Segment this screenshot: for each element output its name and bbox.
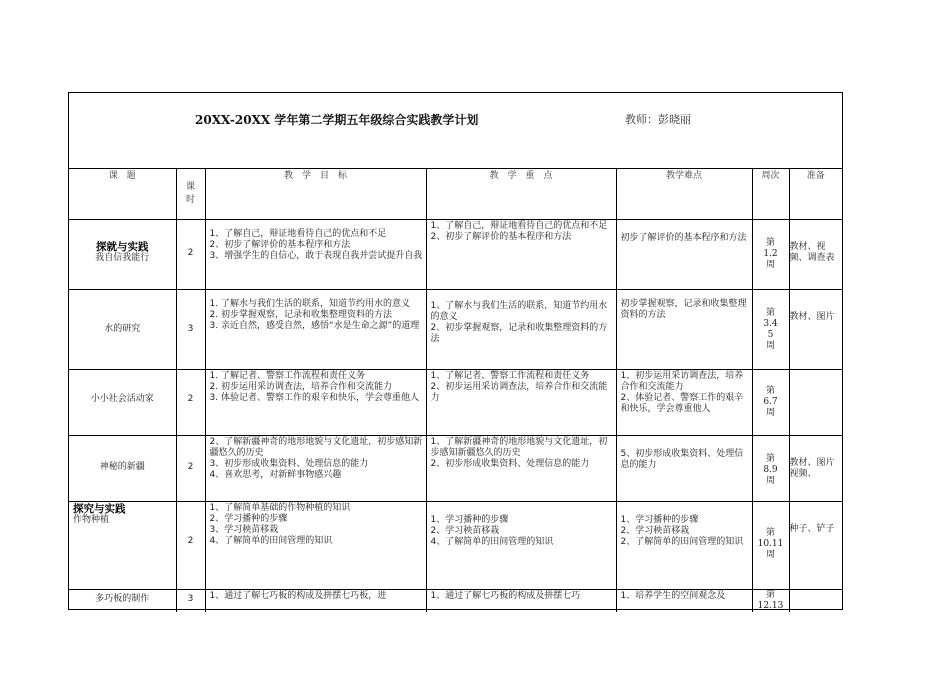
cell-week: 第 6.7 周 <box>752 369 789 435</box>
key-point-list <box>427 300 616 345</box>
goal-list-item: 4、喜欢思考，对新鲜事物感兴趣 <box>209 469 342 480</box>
key-point-list-item: 1、了解自己，辩证地看待自己的优点和不足 <box>430 220 608 231</box>
cell-goals <box>205 501 426 589</box>
key-point-list-item: 2、初步了解评价的基本程序和方法 <box>430 231 572 242</box>
key-point-list-item: 1、了解水与我们生活的联系，知道节约用水的意义 <box>430 300 608 322</box>
difficulty-list-item: 1、初步运用采访调查法，培养合作和交流能力 <box>620 370 744 392</box>
course-name: 我自信我能行 <box>95 252 150 263</box>
course-name: 水的研究 <box>104 323 141 334</box>
cell-key-points <box>426 501 616 589</box>
header-hours <box>176 169 205 219</box>
header-goals: 教 学 目 标 <box>205 169 426 219</box>
key-point-list-item: 1、学习播种的步骤 <box>430 514 509 525</box>
key-point-list-item: 1、通过了解七巧板的构成及拼摆七巧 <box>430 590 581 601</box>
cell-hours: 2 <box>176 219 205 289</box>
cell-prep <box>789 369 842 435</box>
goal-list-item: 1、通过了解七巧板的构成及拼摆七巧板，进 <box>209 590 387 601</box>
goal-list-item: 2、了解新疆神奇的地形地貌与文化遗址，初步感知新疆悠久的历史 <box>209 436 423 458</box>
cell-difficulties <box>616 369 752 435</box>
cell-prep: 种子、铲子 <box>789 501 842 589</box>
difficulty-list <box>617 590 752 602</box>
header-week: 周次 <box>752 169 789 219</box>
goal-list-item: 1. 了解记者、警察工作流程和责任义务 <box>209 370 365 381</box>
goal-list-item: 3、增强学生的自信心，敢于表现自我并尝试提升自我 <box>209 250 423 261</box>
key-point-list-item: 2、初步掌握观察，记录和收集整理资料的方法 <box>430 322 608 344</box>
goal-list <box>206 370 426 404</box>
cell-key-points <box>426 219 616 289</box>
goal-list-item: 2、学习播种的步骤 <box>209 513 288 524</box>
cell-course <box>69 289 176 369</box>
key-point-list-item: 2、学习秧苗移栽 <box>430 525 500 536</box>
difficulty-list-item: 1、培养学生的空间观念及 <box>620 590 726 601</box>
key-point-list-item: 1、了解新疆神奇的地形地貌与文化遗址，初步感知新疆悠久的历史 <box>430 436 608 458</box>
cell-difficulties <box>616 435 752 501</box>
difficulty-list <box>617 298 752 321</box>
key-point-list-item: 2、初步运用采访调查法，培养合作和交流能力 <box>430 381 608 403</box>
cell-key-points <box>426 435 616 501</box>
cell-goals <box>205 219 426 289</box>
cell-hours: 2 <box>176 501 205 589</box>
difficulty-list-item: 初步掌握观察，记录和收集整理资料的方法 <box>620 298 747 320</box>
cell-week: 第 3.4 5 周 <box>752 289 789 369</box>
header-key-points: 教 学 重 点 <box>426 169 616 219</box>
cell-week: 第 10.11 周 <box>752 501 789 589</box>
cell-course <box>69 369 176 435</box>
table-row <box>69 289 842 369</box>
course-name: 多巧板的制作 <box>95 593 150 604</box>
cell-difficulties <box>616 289 752 369</box>
table-row <box>69 369 842 435</box>
cell-course <box>69 589 176 612</box>
difficulty-list-item: 2、学习秧苗移栽 <box>620 525 690 536</box>
table-row <box>69 435 842 501</box>
course-name: 作物种植 <box>73 514 110 525</box>
cell-prep <box>789 589 842 612</box>
goal-list-item: 1、了解自己，辩证地看待自己的优点和不足 <box>209 228 387 239</box>
cell-goals <box>205 435 426 501</box>
goal-list-item: 2、初步了解评价的基本程序和方法 <box>209 239 351 250</box>
cell-key-points <box>426 369 616 435</box>
goal-list <box>206 590 426 602</box>
key-point-list-item: 4、了解简单的田间管理的知识 <box>430 536 554 547</box>
header-hours-text: 课 时 <box>185 182 195 205</box>
course-name: 神秘的新疆 <box>99 461 145 472</box>
cell-week: 第 12.13 <box>752 589 789 612</box>
cell-week: 第 1.2 周 <box>752 219 789 289</box>
cell-key-points <box>426 289 616 369</box>
teacher-name: 教师：彭晓丽 <box>625 113 691 126</box>
plan-table <box>69 169 842 612</box>
header-prep: 准备 <box>789 169 842 219</box>
difficulty-list-item: 2、了解简单的田间管理的知识 <box>620 536 744 547</box>
goal-list <box>206 298 426 332</box>
cell-goals <box>205 369 426 435</box>
difficulty-list <box>617 448 752 471</box>
header-difficulties: 教学难点 <box>616 169 752 219</box>
page-title: 20XX-20XX 学年第二学期五年级综合实践教学计划 <box>195 113 479 127</box>
difficulty-list-item: 1、学习播种的步骤 <box>620 514 699 525</box>
table-row <box>69 219 842 289</box>
goal-list <box>206 228 426 262</box>
goal-list-item: 1、了解简单基础的作物种植的知识 <box>209 502 351 513</box>
cell-difficulties <box>616 219 752 289</box>
cell-week: 第 8.9 周 <box>752 435 789 501</box>
key-point-list-item: 2、初步形成收集资料、处理信息的能力 <box>430 458 590 469</box>
cell-prep: 教材、图片 <box>789 289 842 369</box>
goal-list-item: 3. 亲近自然，感受自然，感悟“水是生命之源”的道理 <box>209 320 420 331</box>
cell-course <box>69 219 176 289</box>
key-point-list <box>427 370 616 404</box>
difficulty-list <box>617 232 752 244</box>
goal-list-item: 2. 初步运用采访调查法，培养合作和交流能力 <box>209 381 392 392</box>
goal-list-item: 2. 初步掌握观察，记录和收集整理资料的方法 <box>209 309 392 320</box>
difficulty-list-item: 2、体验记者、警察工作的艰辛和快乐，学会尊重他人 <box>620 392 744 414</box>
cell-hours: 2 <box>176 435 205 501</box>
plan-frame <box>68 92 843 610</box>
key-point-list <box>427 590 616 602</box>
goal-list-item: 1. 了解水与我们生活的联系，知道节约用水的意义 <box>209 298 410 309</box>
cell-prep: 教材、图片 视频、 <box>789 435 842 501</box>
difficulty-list <box>617 514 752 548</box>
key-point-list <box>427 220 616 243</box>
key-point-list <box>427 436 616 470</box>
table-header-row <box>69 169 842 219</box>
title-area <box>69 93 842 169</box>
cell-difficulties <box>616 501 752 589</box>
goal-list-item: 3、学习秧苗移栽 <box>209 524 279 535</box>
goal-list <box>206 502 426 547</box>
cell-goals <box>205 289 426 369</box>
table-row <box>69 501 842 589</box>
difficulty-list-item: 5、初步形成收集资料、处理信息的能力 <box>620 448 744 470</box>
course-name: 小小社会活动家 <box>90 393 154 404</box>
cell-difficulties <box>616 589 752 612</box>
cell-key-points <box>426 589 616 612</box>
section-label: 探究与实践 <box>73 502 126 515</box>
cell-hours: 2 <box>176 369 205 435</box>
goal-list-item: 3. 体验记者、警察工作的艰辛和快乐，学会尊重他人 <box>209 392 419 403</box>
key-point-list-item: 1、了解记者、警察工作流程和责任义务 <box>430 370 590 381</box>
cell-goals <box>205 589 426 612</box>
key-point-list <box>427 514 616 548</box>
cell-hours: 3 <box>176 589 205 612</box>
goal-list-item: 4、了解简单的田间管理的知识 <box>209 535 333 546</box>
section-label: 探就与实践 <box>96 240 149 253</box>
goal-list <box>206 436 426 481</box>
difficulty-list-item: 初步了解评价的基本程序和方法 <box>620 232 747 243</box>
difficulty-list <box>617 370 752 415</box>
table-row <box>69 589 842 612</box>
header-course: 课 题 <box>69 169 176 219</box>
cell-prep: 教材、视频、调查表 <box>789 219 842 289</box>
goal-list-item: 3、初步形成收集资料、处理信息的能力 <box>209 458 369 469</box>
cell-hours: 3 <box>176 289 205 369</box>
cell-course <box>69 501 176 589</box>
cell-course <box>69 435 176 501</box>
